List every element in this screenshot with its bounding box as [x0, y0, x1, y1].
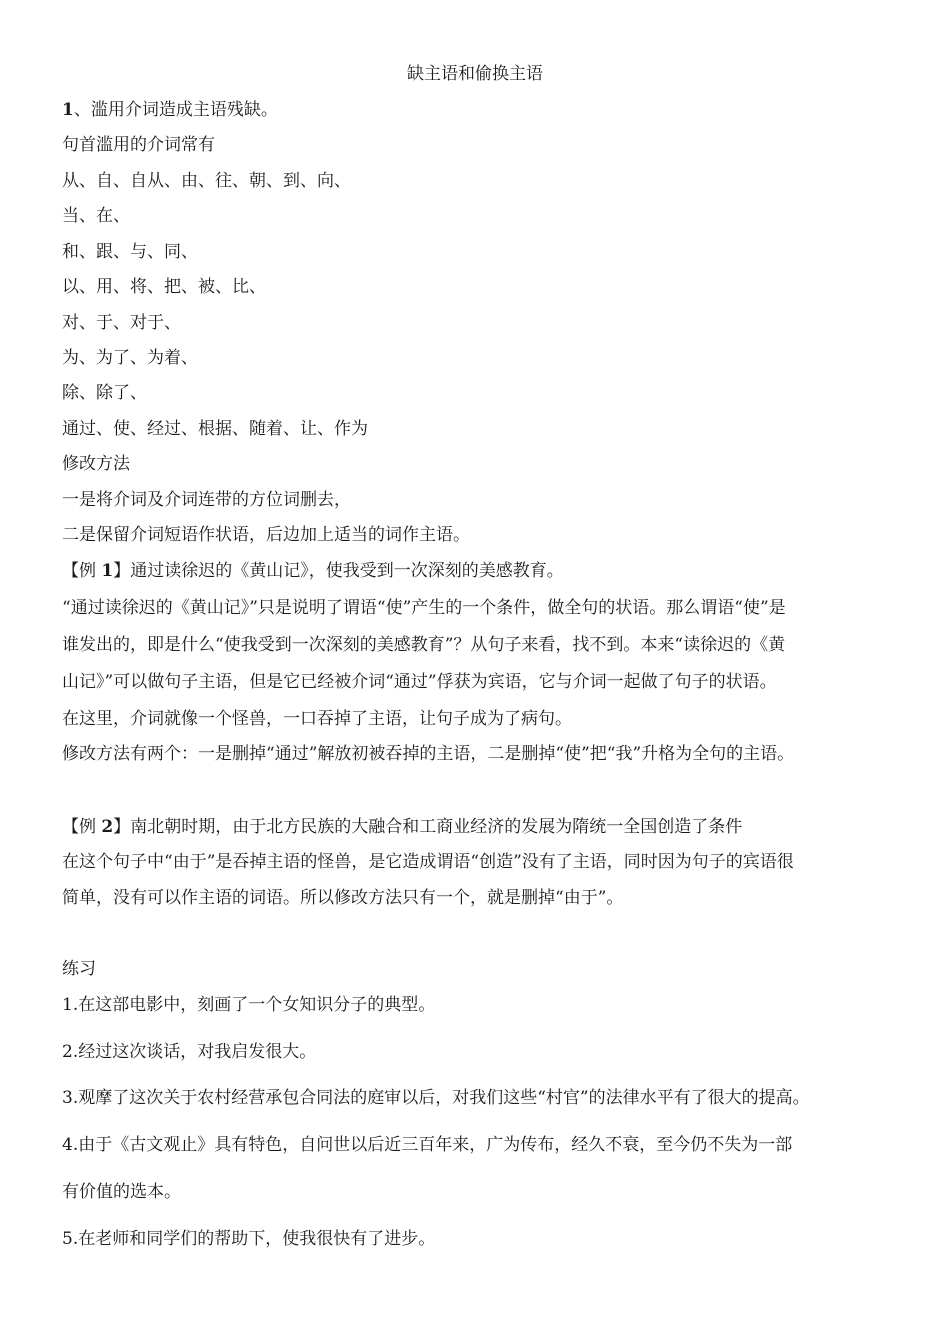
example2-analysis-line: 简单，没有可以作主语的词语。所以修改方法只有一个，就是删掉“由于”。	[62, 888, 624, 908]
example1-analysis-line: 山记》”可以做句子主语，但是它已经被介词“通过”俘获为宾语，它与介词一起做了句子的状语。	[62, 672, 777, 692]
example2-label-open: 【例	[62, 817, 102, 837]
method-item: 二是保留介词短语作状语，后边加上适当的词作主语。	[62, 525, 470, 545]
example1-label-close: 】	[113, 561, 131, 581]
example2-label-number: 2	[101, 817, 114, 837]
example2-label-close: 】	[113, 817, 131, 837]
example1-label-open: 【例	[62, 561, 102, 581]
preposition-line: 以、用、将、把、被、比、	[62, 277, 266, 297]
preposition-line: 和、跟、与、同、	[62, 242, 198, 262]
practice-item: 2.经过这次谈话，对我启发很大。	[62, 1042, 317, 1062]
example1-sentence-text: 通过读徐迟的《黄山记》，使我受到一次深刻的美感教育。	[130, 561, 564, 581]
section1-number: 1	[62, 100, 74, 120]
preposition-line: 通过、使、经过、根据、随着、让、作为	[62, 419, 368, 439]
practice-item: 3.观摩了这次关于农村经营承包合同法的庭审以后，对我们这些“村官”的法律水平有了很大的提高。	[62, 1088, 810, 1108]
preposition-line: 当、在、	[62, 206, 130, 226]
method-item: 一是将介词及介词连带的方位词删去，	[62, 490, 351, 510]
practice-item: 4.由于《古文观止》具有特色，自问世以后近三百年来，广为传布，经久不衰，至今仍不失为一部	[62, 1135, 793, 1155]
practice-heading: 练习	[62, 959, 96, 979]
example1-analysis-line: 谁发出的，即是什么“使我受到一次深刻的美感教育”？从句子来看，找不到。本来“读徐迟的《黄	[62, 635, 786, 655]
example2-analysis-line: 在这个句子中“由于”是吞掉主语的怪兽，是它造成谓语“创造”没有了主语，同时因为句子的宾语很	[62, 852, 794, 872]
example2-sentence-text: 南北朝时期，由于北方民族的大融合和工商业经济的发展为隋统一全国创造了条件	[130, 817, 743, 837]
preposition-line: 从、自、自从、由、往、朝、到、向、	[62, 171, 351, 191]
practice-item-continuation: 有价值的选本。	[62, 1182, 181, 1202]
preposition-line: 为、为了、为着、	[62, 348, 198, 368]
example1-analysis-line: 修改方法有两个：一是删掉“通过”解放初被吞掉的主语，二是删掉“使”把“我”升格为全句的主语。	[62, 744, 795, 764]
example1-analysis-line: “通过读徐迟的《黄山记》”只是说明了谓语“使”产生的一个条件，做全句的状语。那么谓语“使”是	[62, 598, 786, 618]
example2-sentence	[62, 816, 910, 838]
example1-label-number: 1	[101, 561, 114, 581]
example1-analysis-line: 在这里，介词就像一个怪兽，一口吞掉了主语，让句子成为了病句。	[62, 709, 572, 729]
practice-item: 5.在老师和同学们的帮助下，使我很快有了进步。	[62, 1229, 436, 1249]
practice-item: 1.在这部电影中，刻画了一个女知识分子的典型。	[62, 995, 436, 1015]
page-title: 缺主语和偷换主语	[407, 64, 543, 84]
section1-intro: 句首滥用的介词常有	[62, 135, 215, 155]
example1-sentence	[62, 560, 910, 582]
preposition-line: 对、于、对于、	[62, 313, 181, 333]
section1-heading	[62, 99, 910, 121]
section1-heading-text: 、滥用介词造成主语残缺。	[73, 100, 278, 120]
method-heading: 修改方法	[62, 454, 130, 474]
preposition-line: 除、除了、	[62, 383, 147, 403]
